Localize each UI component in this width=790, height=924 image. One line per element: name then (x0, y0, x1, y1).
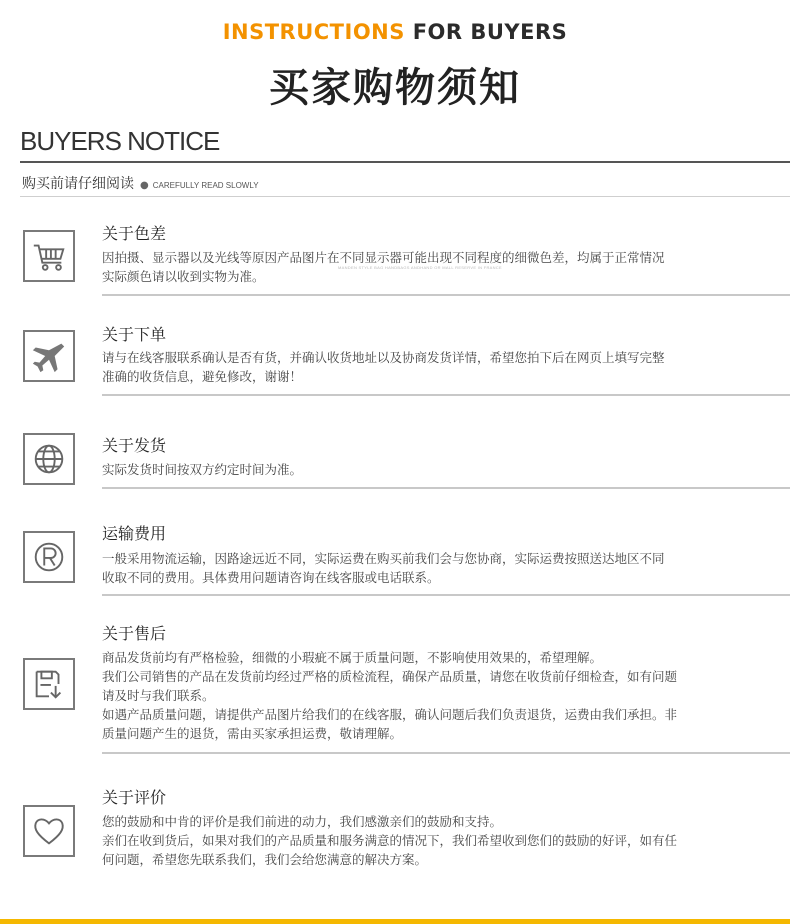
globe-icon (23, 433, 75, 485)
section-line: 质量问题产生的退货，需由买家承担运费，敬请理解。 (102, 726, 403, 741)
section-line: 请与在线客服联系确认是否有货，并确认收货地址以及协商发货详情，希望您拍下后在网页上填写完整 (102, 350, 665, 365)
bottom-accent-bar (0, 919, 790, 924)
section-title: 关于发货 (102, 436, 167, 455)
section-body (102, 648, 752, 743)
subtitle-cn: 购买前请仔细阅读 (22, 176, 134, 192)
shopping-cart-icon (23, 230, 75, 282)
section-divider (102, 487, 790, 489)
subtitle-en: CAREFULLY READ SLOWLY (152, 181, 259, 190)
registered-icon (23, 531, 75, 583)
section-line: 您的鼓励和中肯的评价是我们前进的动力，我们感激亲们的鼓励和支持。 (102, 814, 503, 829)
section-body (102, 460, 752, 479)
section-divider (102, 594, 790, 596)
section-line: 准确的收货信息，避免修改，谢谢！ (102, 369, 303, 384)
page-title: 买家购物须知 (269, 65, 521, 111)
section-line: 何问题，希望您先联系我们，我们会给您满意的解决方案。 (102, 852, 428, 867)
section-divider (102, 394, 790, 396)
section-title: 运输费用 (102, 524, 167, 543)
section-body (102, 812, 752, 869)
section-title: 关于售后 (102, 624, 167, 643)
section-divider (102, 752, 790, 754)
section-title: 关于色差 (102, 224, 167, 243)
watermark-text: MANDEN STYLE BAG HANDBAGS ANDHAND OR MALL RESERVE IN FRANCE (338, 265, 502, 270)
save-download-icon (23, 658, 75, 710)
section-body (102, 348, 752, 386)
header-accent-text: INSTRUCTIONS (222, 20, 405, 44)
section-line: 商品发货前均有严格检验，细微的小瑕疵不属于质量问题，不影响使用效果的，希望理解。 (102, 650, 603, 665)
notice-subtitle (22, 173, 259, 193)
header-rest-text: FOR BUYERS (412, 20, 568, 44)
section-line: 请及时与我们联系。 (102, 688, 215, 703)
subtitle-divider (20, 196, 790, 197)
section-body (102, 248, 752, 286)
section-title: 关于下单 (102, 325, 167, 344)
section-line: 一般采用物流运输，因路途远近不同，实际运费在购买前我们会与您协商，实际运费按照送达地区不同 (102, 551, 665, 566)
section-line: 亲们在收到货后，如果对我们的产品质量和服务满意的情况下，我们希望收到您们的鼓励的好评，如有任 (102, 833, 678, 848)
heart-icon (23, 805, 75, 857)
section-divider (102, 294, 790, 296)
notice-divider (20, 161, 790, 163)
section-line: 因拍摄、显示器以及光线等原因产品图片在不同显示器可能出现不同程度的细微色差，均属于正常情况 (102, 250, 665, 265)
section-line: 实际发货时间按双方约定时间为准。 (102, 462, 303, 477)
section-line: 收取不同的费用。具体费用问题请咨询在线客服或电话联系。 (102, 570, 440, 585)
buyers-notice-title: BUYERS NOTICE (20, 126, 220, 156)
section-line: 实际颜色请以收到实物为准。 (102, 269, 265, 284)
airplane-icon (23, 330, 75, 382)
subtitle-dot: ● (140, 180, 149, 191)
section-line: 如遇产品质量问题，请提供产品图片给我们的在线客服，确认问题后我们负责退货，运费由我们承担。非 (102, 707, 678, 722)
section-body (102, 549, 752, 587)
instructions-header (0, 20, 790, 44)
section-title: 关于评价 (102, 788, 167, 807)
section-line: 我们公司销售的产品在发货前均经过严格的质检流程，确保产品质量，请您在收货前仔细检查，如有问题 (102, 669, 678, 684)
